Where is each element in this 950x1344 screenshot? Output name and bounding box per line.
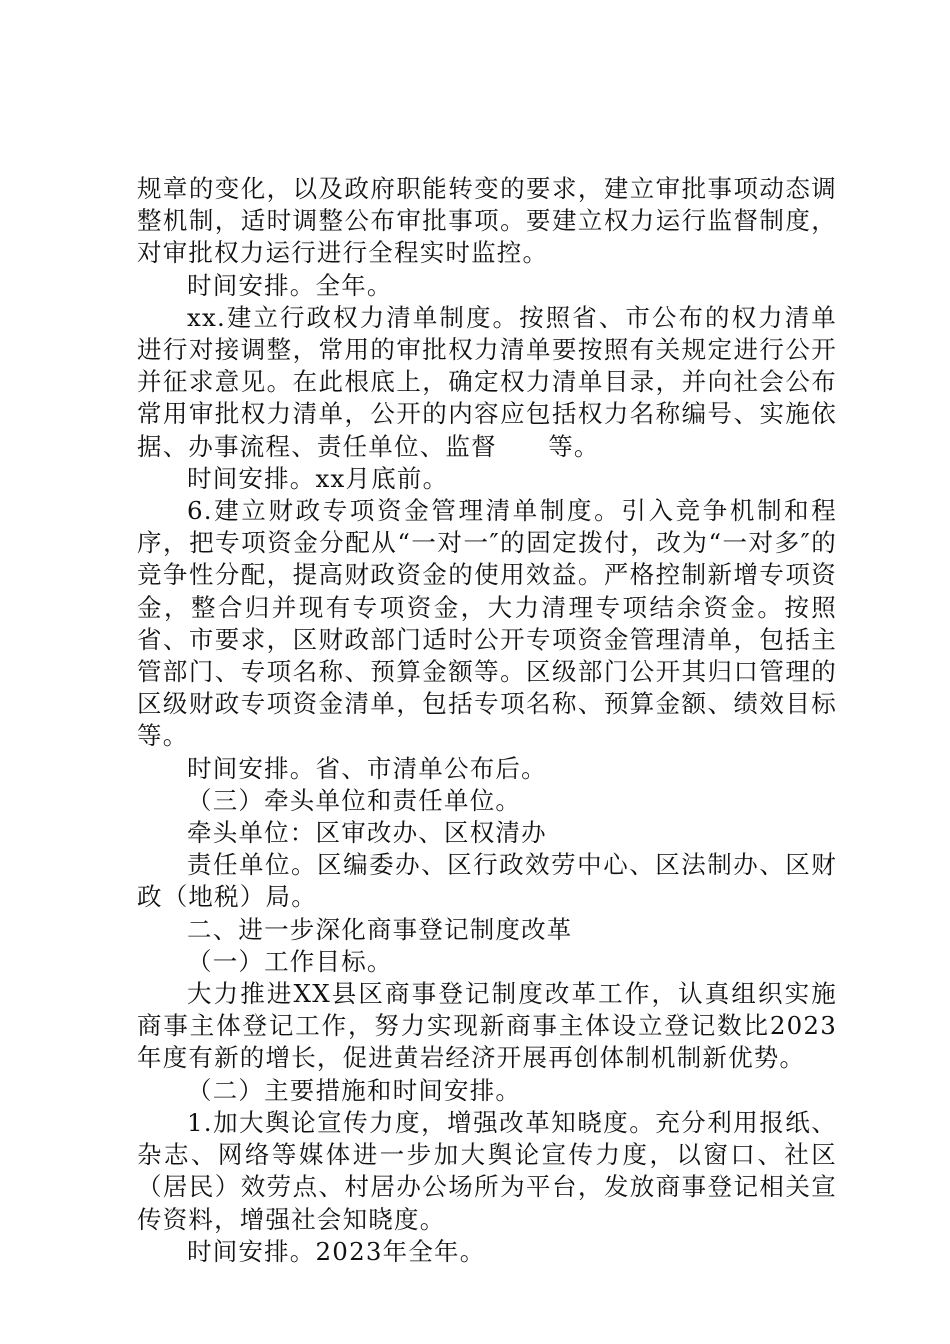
paragraph-10: 二、进一步深化商事登记制度改革 <box>187 914 573 944</box>
paragraph-6: 时间安排。省、市清单公布后。 <box>187 753 547 783</box>
paragraph-12: 大力推进XX县区商事登记制度改革工作，认真组织实施商事主体登记工作，努力实现新商事主体设立登记数比2023年度有新的增长，促进黄岩经济开展再创体制机制新优势。 <box>137 979 837 1073</box>
paragraph-5: 6.建立财政专项资金管理清单制度。引入竞争机制和程序，把专项资金分配从“一对一″的固定拨付，改为“一对多″的竞争性分配，提高财政资金的使用效益。严格控制新增专项资金，整合归并现有专项资金，大力清理专项结余资金。按照省、市要求，区财政部门适时公开专项资金管理清单，包括主管部门、专项名称、预算金额等。区级部门公开其归口管理的区级财政专项资金清单，包括专项名称、预算金额、绩效目标等。 <box>137 496 837 751</box>
document-body <box>137 173 837 1268</box>
paragraph-9: 责任单位。区编委办、区行政效劳中心、区法制办、区财政（地税）局。 <box>137 850 837 912</box>
paragraph-11: （一）工作目标。 <box>187 946 393 976</box>
paragraph-4: 时间安排。xx月底前。 <box>187 463 449 493</box>
paragraph-14: 1.加大舆论宣传力度，增强改革知晓度。充分利用报纸、杂志、网络等媒体进一步加大舆论宣传力度，以窗口、社区（居民）效劳点、村居办公场所为平台，发放商事登记相关宣传资料，增强社会知晓度。 <box>137 1107 837 1234</box>
paragraph-7: （三）牵头单位和责任单位。 <box>187 785 522 815</box>
paragraph-3: xx.建立行政权力清单制度。按照省、市公布的权力清单进行对接调整，常用的审批权力清单要按照有关规定进行公开并征求意见。在此根底上，确定权力清单目录，并向社会公布常用审批权力清单，公开的内容应包括权力名称编号、实施依据、办事流程、责任单位、监督 等。 <box>137 302 837 461</box>
paragraph-15: 时间安排。2023年全年。 <box>187 1236 486 1266</box>
paragraph-1: 规章的变化，以及政府职能转变的要求，建立审批事项动态调整机制，适时调整公布审批事项。要建立权力运行监督制度，对审批权力运行进行全程实时监控。 <box>137 174 837 268</box>
paragraph-13: （二）主要措施和时间安排。 <box>187 1075 522 1105</box>
paragraph-8: 牵头单位：区审改办、区权清办 <box>187 818 547 848</box>
paragraph-2: 时间安排。全年。 <box>187 270 393 300</box>
